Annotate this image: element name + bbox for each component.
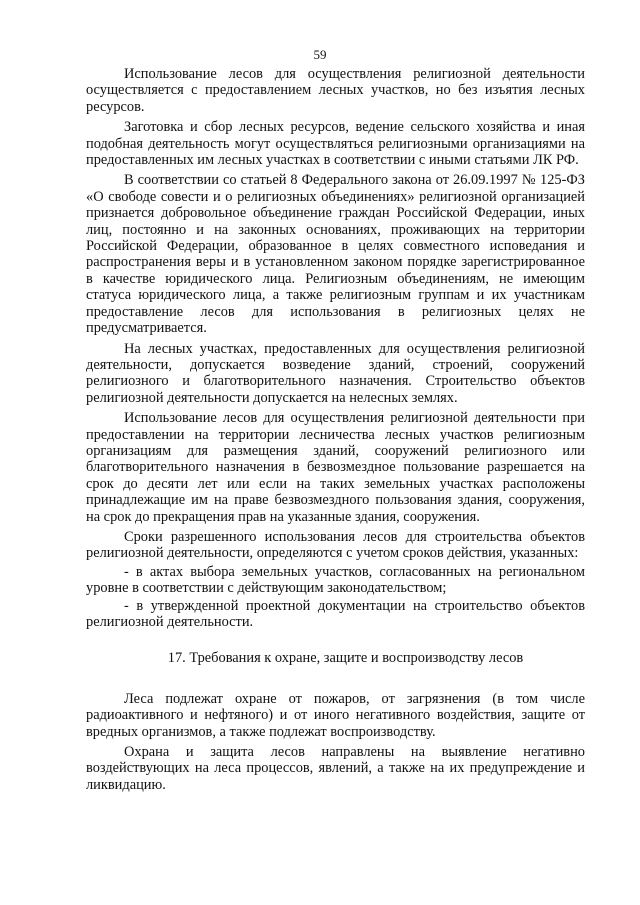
paragraph-protection-purpose: Охрана и защита лесов направлены на выявление негативно воздействующих на леса процессов, явлений, а также на их предупреждение и ликвидацию. <box>86 744 585 793</box>
list-item-project-documentation: - в утвержденной проектной документации на строительство объектов религиозной деятельности. <box>86 597 585 630</box>
section-heading: 17. Требования к охране, защите и воспроизводству лесов <box>167 650 524 667</box>
page-number: 59 <box>313 47 327 62</box>
document-body <box>86 66 585 797</box>
paragraph-religious-organization-definition: В соответствии со статьей 8 Федерального закона от 26.09.1997 № 125-ФЗ «О свободе совести и о религиозных объединениях» религиозной организацией признается добровольное объединение граждан Российской Федерации, иных лиц, постоянно и на законных основаниях, проживающих на территории Российской Федерации, образованное в целях совместного исповедания и распространения веры и в установленном законом порядке зарегистрированное в качестве юридического лица. Религиозным объединениям, не имеющим статуса юридического лица, а также религиозным группам и их участникам предоставление лесов для использования в религиозных целях не предусматривается. <box>86 172 585 337</box>
paragraph-religious-buildings: На лесных участках, предоставленных для осуществления религиозной деятельности, допускается возведение зданий, строений, сооружений религиозного и благотворительного назначения. Строительство объектов религиозной деятельности допускается на нелесных землях. <box>86 340 585 406</box>
paragraph-use-terms: Использование лесов для осуществления религиозной деятельности при предоставлении на территории лесничества лесных участков религиозным организациям для размещения зданий, сооружений религиозного или благотворительного назначения в безвозмездное пользование разрешается на срок до десяти лет или если на таких земельных участках расположены принадлежащие им на праве безвозмездного пользования здания, сооружения, на срок до прекращения прав на указанные здания, сооружения. <box>86 410 585 525</box>
list-item-land-selection-acts: - в актах выбора земельных участков, согласованных на региональном уровне в соответствии с действующим законодательством; <box>86 563 585 597</box>
paragraph-forest-protection: Леса подлежат охране от пожаров, от загрязнения (в том числе радиоактивного и нефтяного) и от иного негативного воздействия, защите от вредных организмов, а также подлежат воспроизводству. <box>86 690 585 740</box>
paragraph-forest-resources: Заготовка и сбор лесных ресурсов, ведение сельского хозяйства и иная подобная деятельность могут осуществляться религиозными организациями на предоставленных им лесных участках в соответствии с иными статьями ЛК РФ. <box>86 119 585 169</box>
paragraph-religious-use: Использование лесов для осуществления религиозной деятельности осуществляется с предоставлением лесных участков, но без изъятия лесных ресурсов. <box>86 66 585 115</box>
paragraph-construction-terms: Сроки разрешенного использования лесов для строительства объектов религиозной деятельности, определяются с учетом сроков действия, указанных: <box>86 528 585 562</box>
